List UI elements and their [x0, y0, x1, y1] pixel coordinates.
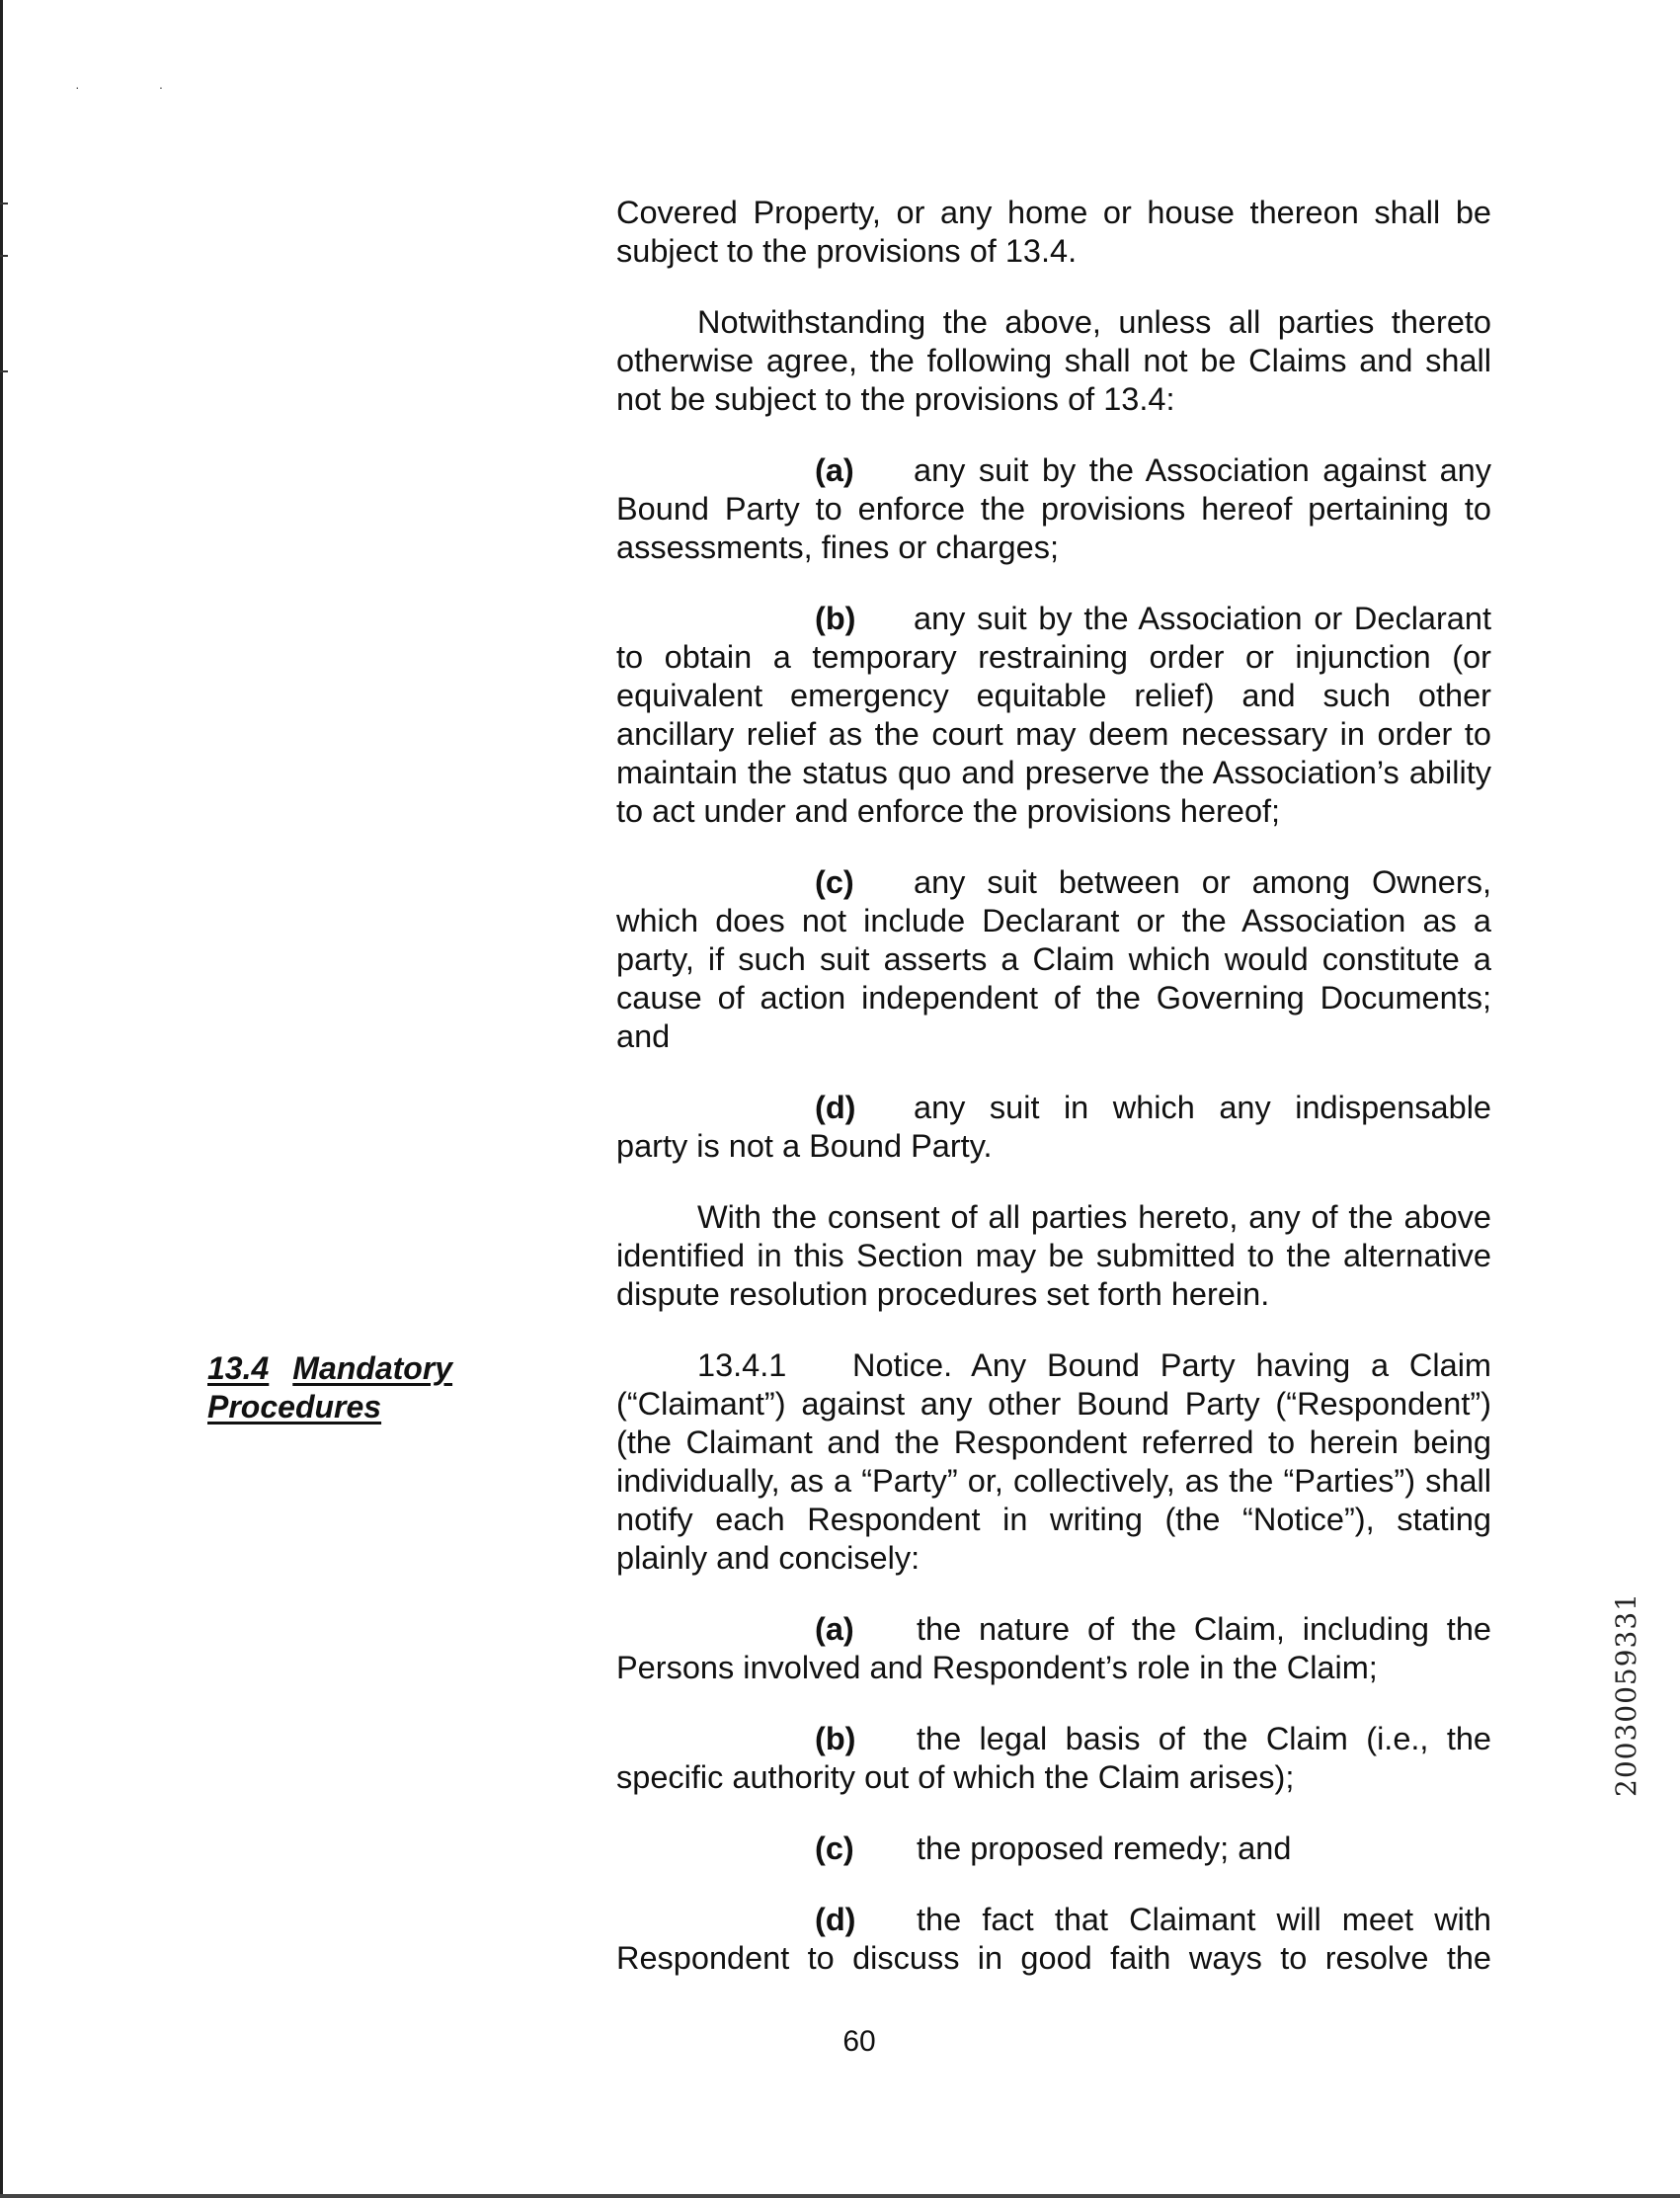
- section-title-line1: Mandatory: [292, 1350, 453, 1386]
- exclusion-item: [616, 451, 1491, 567]
- section-title-line2: Procedures: [207, 1389, 382, 1425]
- scan-margin-mark: [0, 203, 8, 204]
- item-label: (d): [815, 1090, 856, 1125]
- subsection-text: Notice. Any Bound Party having a Claim (“Claimant”) against any other Bound Party (“Respondent”) (the Claimant and the Respondent referred to herein being individually, as a “Party” or, collectively, as the “Parties”) shall notify each Respondent in writing (the “Notice”), stating plainly and concisely:: [616, 1347, 1491, 1576]
- exclusion-item: [616, 1089, 1491, 1166]
- subsection-number: 13.4.1: [697, 1347, 787, 1383]
- notice-item: [616, 1720, 1491, 1797]
- item-text: the legal basis of the Claim (i.e., the specific authority out of which the Claim arises);: [616, 1721, 1491, 1795]
- scan-specks: ··: [75, 79, 243, 95]
- document-body: [616, 194, 1491, 2010]
- subsection-paragraph: [616, 1346, 1491, 1578]
- notice-item: [616, 1830, 1491, 1868]
- exclusion-item: [616, 600, 1491, 831]
- item-text: any suit by the Association against any Bound Party to enforce the provisions hereof pertaining to assessments, fines or charges;: [616, 452, 1491, 565]
- scan-bottom-edge: [0, 2194, 1680, 2198]
- consent-paragraph: With the consent of all parties hereto, any of the above identified in this Section may be submitted to the alternative dispute resolution procedures set forth herein.: [616, 1199, 1491, 1312]
- item-text: the nature of the Claim, including the Persons involved and Respondent’s role in the Claim;: [616, 1611, 1491, 1685]
- item-label: (a): [815, 452, 854, 488]
- item-label: (d): [815, 1902, 856, 1937]
- page-number: 60: [842, 2025, 876, 2058]
- exclusion-item: [616, 863, 1491, 1056]
- item-label: (b): [815, 1721, 856, 1756]
- notice-item: [616, 1901, 1491, 1978]
- item-label: (c): [815, 864, 854, 900]
- item-label: (a): [815, 1611, 854, 1647]
- item-label: (b): [815, 601, 856, 636]
- scan-left-edge: [0, 0, 3, 2198]
- scan-margin-mark: [0, 370, 8, 372]
- section-heading: [207, 1349, 452, 1426]
- item-text: the fact that Claimant will meet with Respondent to discuss in good faith ways to resolve the: [616, 1902, 1491, 1976]
- item-text: the proposed remedy; and: [917, 1831, 1292, 1866]
- notice-item: [616, 1610, 1491, 1687]
- item-text: any suit between or among Owners, which does not include Declarant or the Association as a party, if such suit asserts a Claim which would constitute a cause of action independent of the Governing Documents; and: [616, 864, 1491, 1054]
- section-number: 13.4: [207, 1350, 270, 1386]
- item-text: any suit in which any indispensable party is not a Bound Party.: [616, 1090, 1491, 1164]
- notwithstanding-paragraph: Notwithstanding the above, unless all parties thereto otherwise agree, the following shall not be Claims and shall not be subject to the provisions of 13.4:: [616, 304, 1491, 417]
- item-text: any suit by the Association or Declarant to obtain a temporary restraining order or injunction (or equivalent emergency equitable relief) and such other ancillary relief as the court may deem necessary in order to maintain the status quo and preserve the Association’s ability to act under and enforce the provisions hereof;: [616, 601, 1491, 829]
- item-label: (c): [815, 1831, 854, 1866]
- scan-margin-mark: [0, 255, 8, 257]
- bates-number: 20030059331: [1610, 1592, 1642, 1797]
- continuation-paragraph: Covered Property, or any home or house thereon shall be subject to the provisions of 13.4.: [616, 195, 1491, 269]
